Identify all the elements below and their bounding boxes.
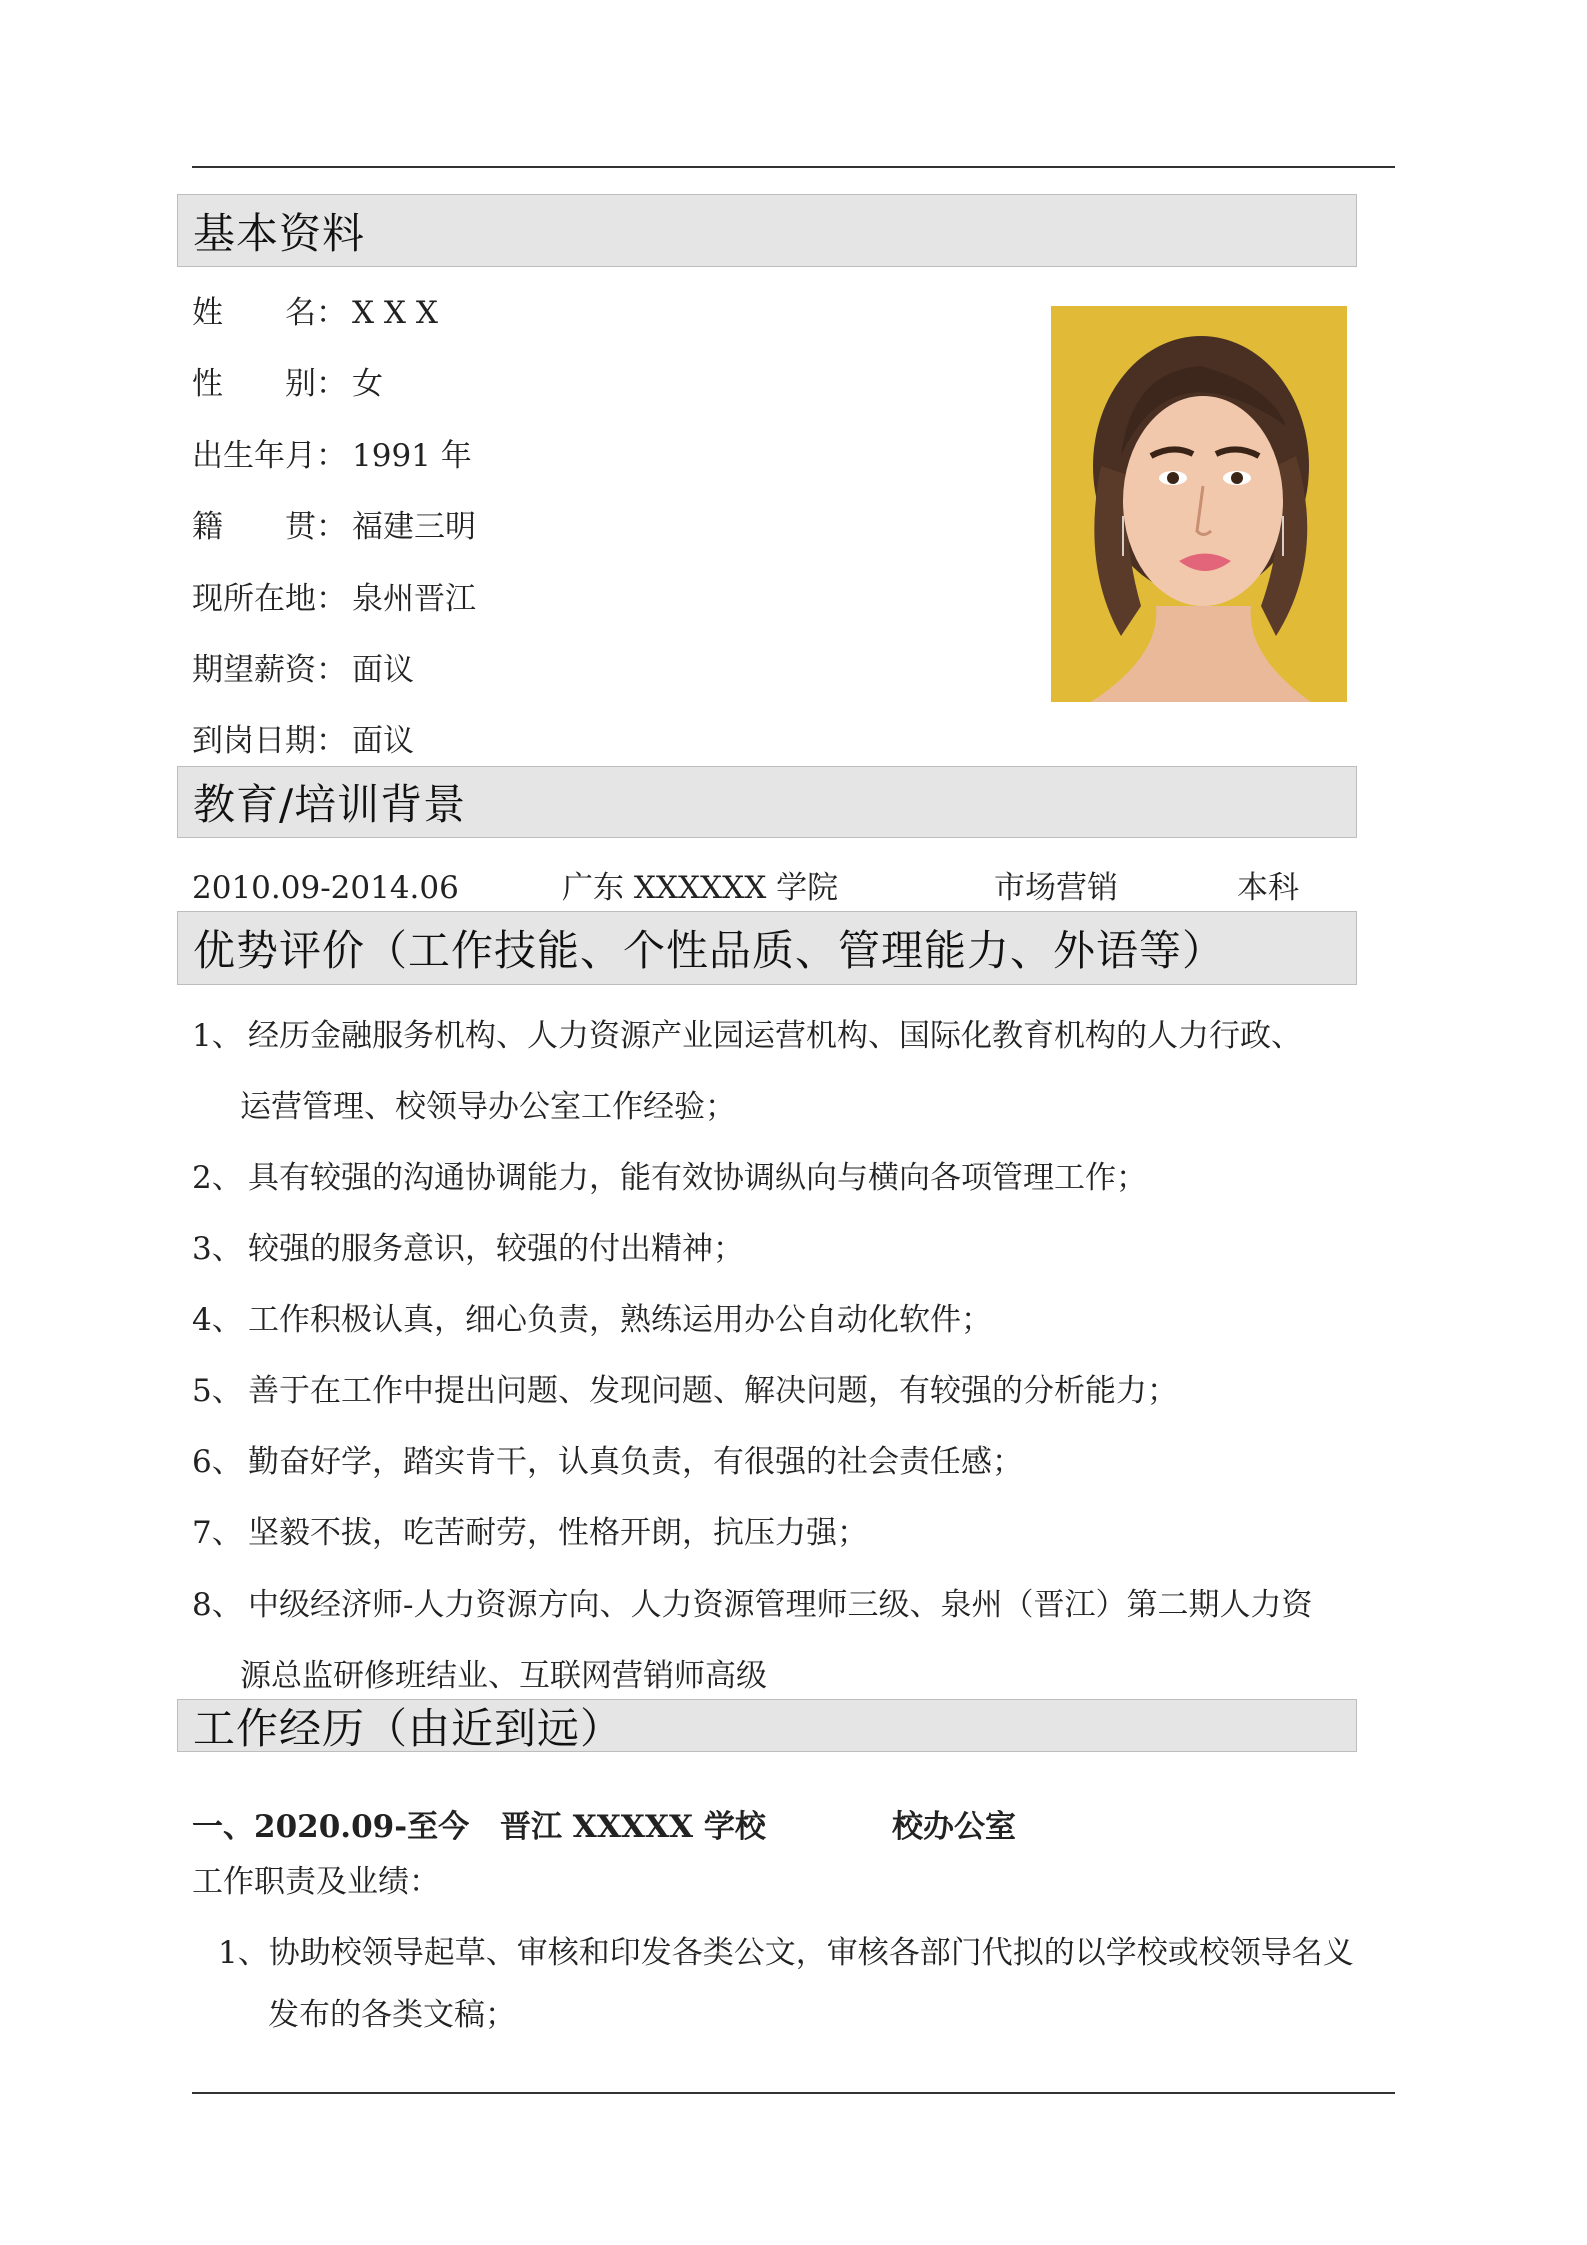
basic-info-row bbox=[192, 579, 476, 619]
basic-info-value: 1991 年 bbox=[352, 438, 472, 474]
strength-text: 工作积极认真，细心负责，熟练运用办公自动化软件； bbox=[248, 1302, 992, 1338]
basic-info-value: 泉州晋江 bbox=[352, 581, 476, 617]
strength-item bbox=[192, 1498, 1372, 1569]
basic-info-value: 福建三明 bbox=[352, 509, 476, 545]
job-duty-continuation: 发布的各类文稿； bbox=[268, 1997, 516, 2033]
strength-text-continuation: 源总监研修班结业、互联网营销师高级 bbox=[240, 1658, 767, 1694]
section-education: 教育/培训背景 bbox=[177, 766, 1357, 838]
strength-item bbox=[192, 1285, 1372, 1356]
strength-item bbox=[192, 1570, 1372, 1712]
education-major: 市场营销 bbox=[994, 870, 1118, 906]
basic-info-label: 到岗日期： bbox=[192, 723, 347, 759]
section-basic-info: 基本资料 bbox=[177, 194, 1357, 267]
strength-item bbox=[192, 1356, 1372, 1427]
strength-item bbox=[192, 1143, 1372, 1214]
basic-info-label: 姓 名： bbox=[192, 295, 347, 331]
job-duty-text: 1、协助校领导起草、审核和印发各类公文，审核各部门代拟的以学校或校领导名义 bbox=[218, 1935, 1354, 1971]
basic-info-value: 面议 bbox=[352, 652, 414, 688]
job-department: 校办公室 bbox=[892, 1809, 1016, 1845]
basic-info-row bbox=[192, 721, 414, 761]
strength-number: 3、 bbox=[192, 1231, 243, 1267]
strength-text: 较强的服务意识，较强的付出精神； bbox=[248, 1231, 744, 1267]
education-school: 广东 XXXXXX 学院 bbox=[562, 870, 839, 906]
basic-info-row bbox=[192, 507, 476, 547]
section-strengths: 优势评价（工作技能、个性品质、管理能力、外语等） bbox=[177, 911, 1357, 985]
education-degree: 本科 bbox=[1237, 870, 1299, 906]
strength-item bbox=[192, 1427, 1372, 1498]
strength-text: 坚毅不拔，吃苦耐劳，性格开朗，抗压力强； bbox=[248, 1515, 868, 1551]
section-work-experience: 工作经历（由近到远） bbox=[177, 1699, 1357, 1752]
strength-number: 2、 bbox=[192, 1160, 243, 1196]
bottom-rule bbox=[192, 2092, 1395, 2094]
basic-info-label: 性 别： bbox=[192, 366, 347, 402]
job-company: 晋江 XXXXX 学校 bbox=[500, 1809, 766, 1845]
strength-number: 8、 bbox=[192, 1587, 243, 1623]
basic-info-label: 期望薪资： bbox=[192, 652, 347, 688]
strength-text: 善于在工作中提出问题、发现问题、解决问题，有较强的分析能力； bbox=[248, 1373, 1178, 1409]
strength-text: 经历金融服务机构、人力资源产业园运营机构、国际化教育机构的人力行政、 bbox=[248, 1018, 1302, 1054]
basic-info-row bbox=[192, 650, 414, 690]
strength-item bbox=[192, 1001, 1372, 1143]
basic-info-label: 现所在地： bbox=[192, 581, 347, 617]
basic-info-row bbox=[192, 364, 383, 404]
education-period: 2010.09-2014.06 bbox=[192, 870, 459, 906]
job-duty-item bbox=[218, 1922, 1398, 2046]
basic-info-row bbox=[192, 436, 472, 476]
top-rule bbox=[192, 166, 1395, 168]
strength-text-continuation: 运营管理、校领导办公室工作经验； bbox=[240, 1089, 736, 1125]
basic-info-value: 面议 bbox=[352, 723, 414, 759]
strength-number: 1、 bbox=[192, 1018, 243, 1054]
portrait-photo bbox=[1051, 306, 1347, 702]
basic-info-value: X X X bbox=[352, 295, 438, 331]
job-duties-label: 工作职责及业绩： bbox=[192, 1864, 440, 1900]
basic-info-label: 出生年月： bbox=[192, 438, 347, 474]
strength-number: 6、 bbox=[192, 1444, 243, 1480]
basic-info-value: 女 bbox=[352, 366, 383, 402]
strength-text: 中级经济师-人力资源方向、人力资源管理师三级、泉州（晋江）第二期人力资 bbox=[248, 1587, 1313, 1623]
basic-info-label: 籍 贯： bbox=[192, 509, 347, 545]
job-period: 一、2020.09-至今 bbox=[192, 1809, 470, 1845]
strength-text: 勤奋好学，踏实肯干，认真负责，有很强的社会责任感； bbox=[248, 1444, 1023, 1480]
strength-item bbox=[192, 1214, 1372, 1285]
strength-number: 5、 bbox=[192, 1373, 243, 1409]
strength-text: 具有较强的沟通协调能力，能有效协调纵向与横向各项管理工作； bbox=[248, 1160, 1147, 1196]
strength-number: 7、 bbox=[192, 1515, 243, 1551]
basic-info-row bbox=[192, 293, 438, 333]
strength-number: 4、 bbox=[192, 1302, 243, 1338]
